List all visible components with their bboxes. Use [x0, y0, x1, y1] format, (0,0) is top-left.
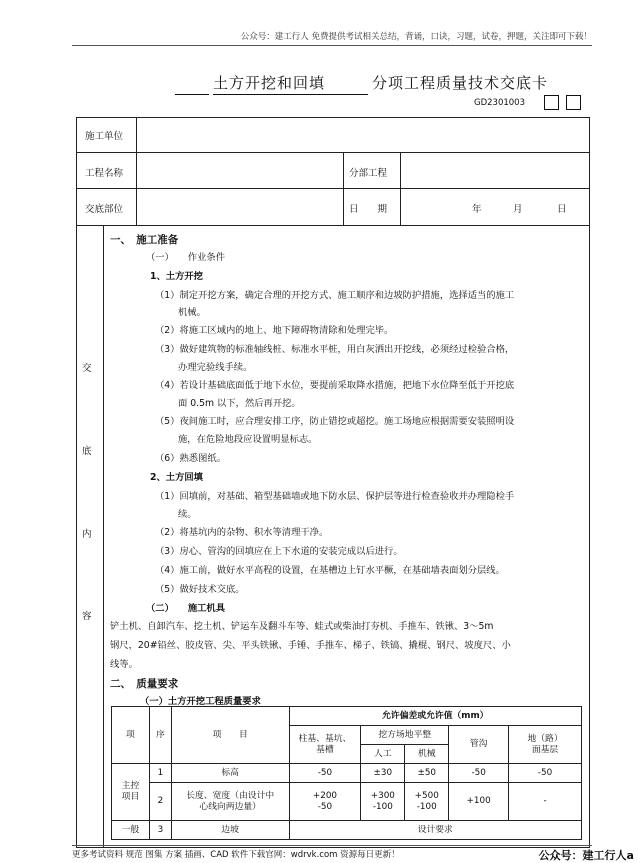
header-cell	[289, 726, 361, 764]
header-cell: 机械	[405, 745, 449, 764]
header-cell: 挖方场地平整	[361, 726, 449, 745]
unit-label: 施工单位	[85, 131, 124, 142]
day-label: 日	[557, 204, 567, 215]
header-cell: 项	[112, 707, 150, 764]
table-cell: +100	[449, 783, 509, 821]
table-cell: 3	[149, 821, 171, 840]
footer-text: 更多考试资料 规范 图集 方案 插画、CAD 软件下载官网：wdrvk.com 资源每日更新！	[72, 850, 400, 860]
title-suffix: 分项工程质量技术交底卡	[372, 74, 549, 92]
row-divider	[76, 188, 590, 189]
side-label: 交	[82, 363, 92, 374]
paragraph-line: 铲土机、自卸汽车、挖土机、铲运车及翻斗车等、蛙式或柴油打夯机、手推车、铁锹、3～5m	[110, 621, 494, 632]
list-item: （2）将基坑内的杂物、积水等清理干净。	[155, 527, 329, 538]
footer-brand: 公众号：建工行人a	[538, 849, 634, 862]
header-cell: 项 目	[171, 707, 289, 764]
cell-text: -50	[317, 801, 333, 812]
row-divider	[76, 225, 590, 226]
title-underline-gap	[175, 80, 209, 95]
list-item: （1）回填前，对基础、箱型基础墙或地下防水层、保护层等进行检查验收并办理隐检手	[155, 491, 515, 502]
paragraph-line: 钢尺，20#铅丝、胶皮管、尖、平头铁锹、手锤、手推车、梯子、铁镐、撬棍、钢尺、坡度尺、小	[110, 640, 511, 651]
list-item: （2）将施工区域内的地上、地下障碍物清除和处理完毕。	[155, 325, 394, 336]
group-cell: 一般	[112, 821, 150, 840]
checkbox[interactable]	[566, 95, 581, 110]
subsection-heading: （一） 作业条件	[146, 252, 226, 263]
title-underline-gap	[326, 80, 368, 95]
cell-text: -100	[372, 801, 393, 812]
cell-text: +300	[370, 790, 395, 801]
header-notice: 公众号：建工行人 免费提供考试相关总结，背诵，口诀，习题，试卷，押题，关注即可下载！	[240, 32, 592, 42]
list-item: 续。	[178, 509, 197, 520]
date-label: 日 期	[349, 204, 388, 215]
document-code: GD2301003	[474, 98, 525, 108]
table-cell: ±30	[361, 764, 405, 783]
row-divider	[76, 152, 590, 153]
section-heading: 二、 质量要求	[110, 678, 179, 690]
month-label: 月	[513, 204, 523, 215]
header-cell: 允许偏差或允许值（mm）	[289, 707, 581, 726]
list-item: 办理完验线手续。	[178, 362, 253, 373]
header-cell	[509, 726, 582, 764]
side-label: 底	[82, 446, 92, 457]
list-item: （3）做好建筑物的标准轴线桩、标准水平桩，用白灰洒出开挖线，必须经过检验合格，	[155, 344, 515, 355]
group-cell	[112, 764, 150, 821]
table-cell	[361, 783, 405, 821]
table-cell: 2	[149, 783, 171, 821]
table-cell: 1	[149, 764, 171, 783]
table-cell: 边坡	[171, 821, 289, 840]
cell-text: 心线向两边量）	[199, 801, 261, 812]
project-label: 工程名称	[85, 168, 124, 179]
checkbox[interactable]	[544, 95, 559, 110]
list-item: 机械。	[178, 307, 206, 318]
header-cell: 管沟	[449, 726, 509, 764]
list-item: 面 0.5m 以下，然后再开挖。	[178, 398, 301, 409]
title-subject: 土方开挖和回填	[213, 72, 327, 95]
cell-text: +200	[312, 790, 338, 801]
table-cell	[405, 783, 449, 821]
header-text: 面基层	[531, 744, 559, 755]
list-item: （4）若设计基础底面低于地下水位，要提前采取降水措施，把地下水位降至低于开挖底	[155, 380, 515, 391]
group-text: 项目	[121, 792, 140, 802]
table-cell: -50	[449, 764, 509, 783]
table-cell	[171, 783, 289, 821]
paragraph-line: 线等。	[110, 659, 138, 670]
footer-divider	[72, 845, 592, 846]
side-label: 容	[82, 611, 92, 622]
list-item: （3）房心、管沟的回填应在上下水道的安装完成以后进行。	[155, 546, 403, 557]
part-label: 分部工程	[349, 168, 388, 179]
side-label: 内	[82, 529, 92, 540]
cell-text: -100	[416, 801, 437, 812]
year-label: 年	[472, 204, 482, 215]
header-text: 柱基、基坑、	[298, 733, 352, 744]
item-heading: 1、土方开挖	[150, 271, 203, 282]
list-item: 施，在危险地段应设置明显标志。	[178, 434, 318, 445]
quality-table	[111, 706, 582, 840]
col-divider	[103, 225, 104, 848]
cell-text: +500	[414, 790, 439, 801]
list-item: （4）施工前，做好水平高程的设置，在基槽边上钉水平橛，在基础墙表面划分层线。	[155, 565, 505, 576]
header-divider	[72, 45, 592, 46]
list-item: （1）制定开挖方案，确定合理的开挖方式、施工顺序和边坡防护措施，选择适当的施工	[155, 290, 515, 301]
page-title	[175, 72, 548, 95]
table-cell: ±50	[405, 764, 449, 783]
item-heading: 2、土方回填	[150, 472, 203, 483]
handover-label: 交底部位	[85, 204, 124, 215]
header-text: 基槽	[316, 744, 334, 755]
col-divider	[343, 152, 344, 225]
table-cell	[289, 783, 361, 821]
table-cell: -	[509, 783, 582, 821]
section-heading: 一、 施工准备	[110, 234, 179, 246]
col-divider	[136, 117, 137, 225]
cell-text: 长度、宽度（由设计中	[186, 790, 275, 801]
col-divider	[400, 152, 401, 225]
subsection-heading: （二） 施工机具	[146, 603, 226, 614]
group-text: 主控	[121, 781, 140, 791]
table-cell: 标高	[171, 764, 289, 783]
header-text: 地（路）	[527, 733, 563, 744]
list-item: （5）做好技术交底。	[155, 584, 245, 595]
table-cell: 设计要求	[289, 821, 581, 840]
table-cell: -50	[289, 764, 361, 783]
subsection-heading: （一）土方开挖工程质量要求	[140, 696, 261, 707]
list-item: （5）夜间施工时，应合理安排工序，防止错挖或超挖。施工场地应根据需要安装照明设	[155, 416, 515, 427]
header-cell: 人工	[361, 745, 405, 764]
header-cell: 序	[149, 707, 171, 764]
table-cell: -50	[509, 764, 582, 783]
list-item: （6）熟悉图纸。	[155, 453, 226, 464]
